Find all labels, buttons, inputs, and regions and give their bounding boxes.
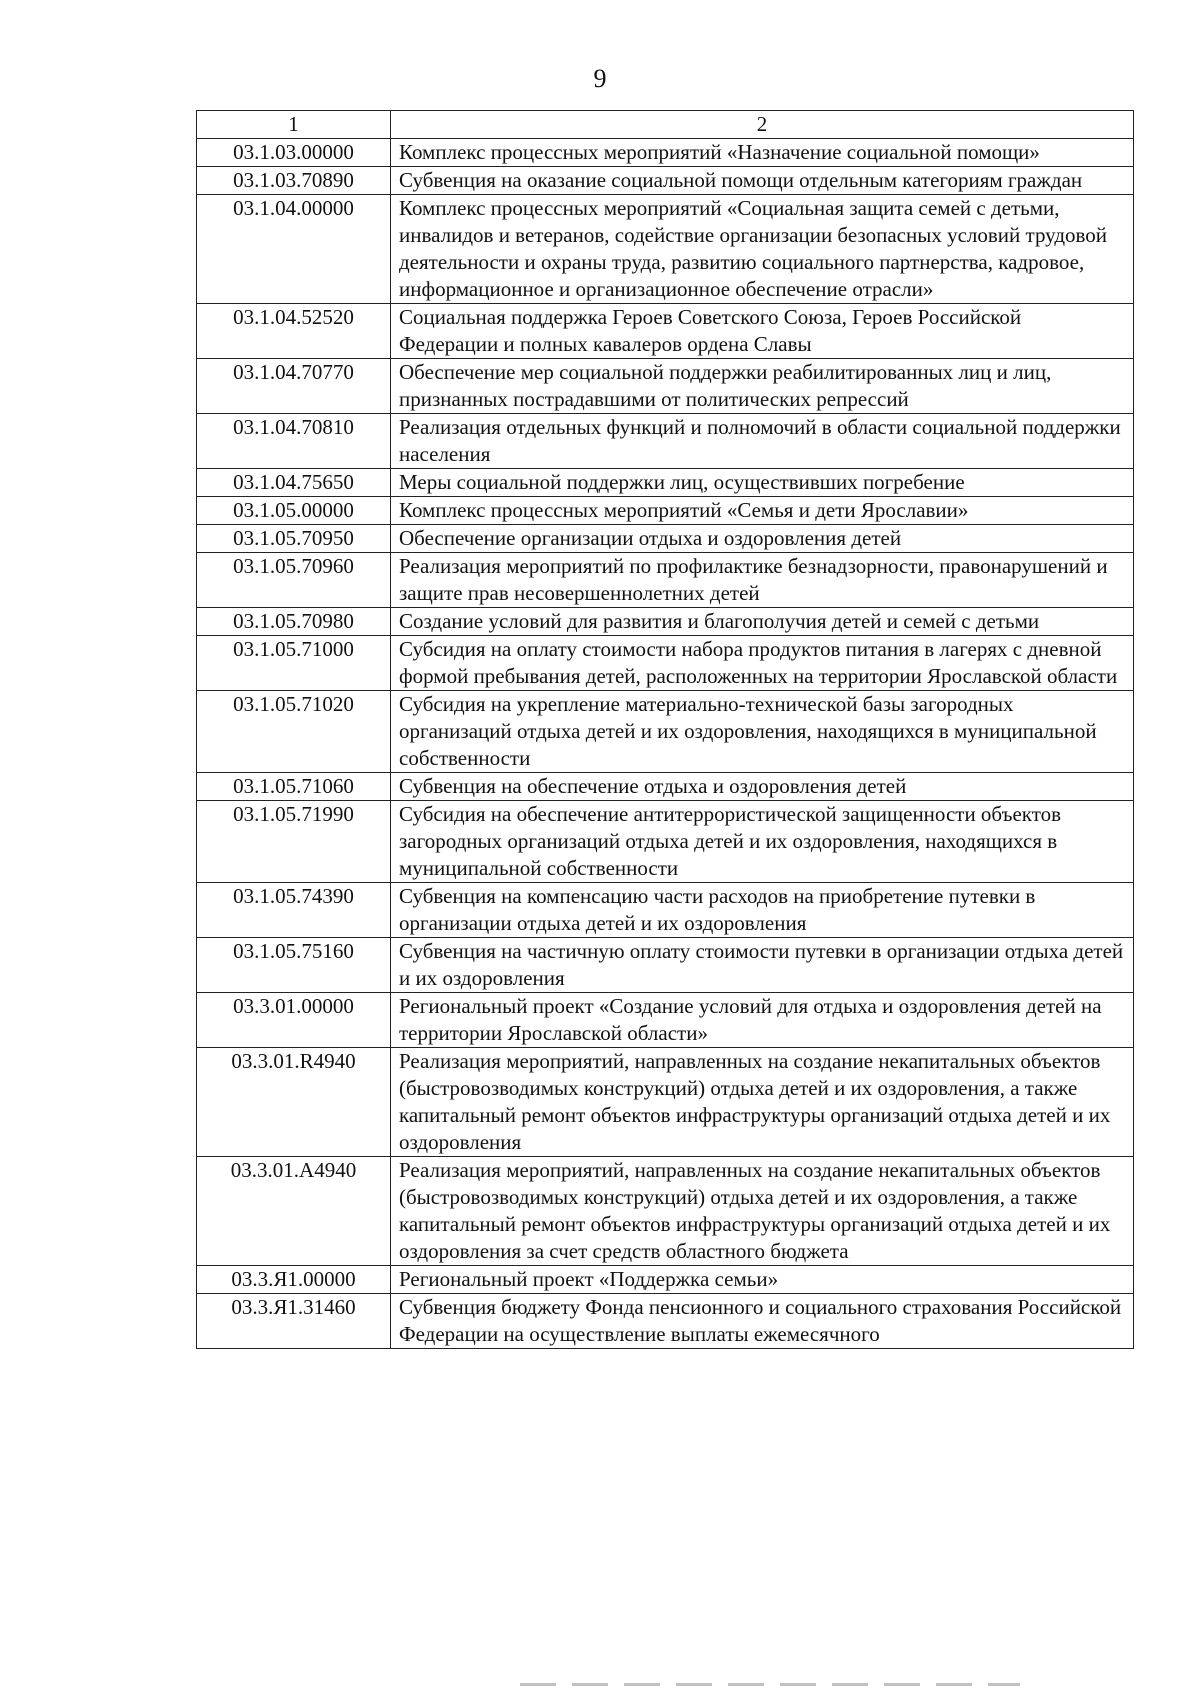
row-code: 03.1.04.75650 — [197, 469, 391, 497]
row-name: Комплекс процессных мероприятий «Социальная защита семей с детьми, инвалидов и ветеранов, содействие организации безопасных условий трудовой деятельности и охраны труда, развитию социального партнерства, кадровое, информационное и организационное обеспечение отрасли» — [391, 195, 1134, 304]
row-code: 03.1.04.00000 — [197, 195, 391, 304]
row-name: Субсидия на укрепление материально-технической базы загородных организаций отдыха детей и их оздоровления, находящихся в муниципальной собственности — [391, 691, 1134, 773]
table-row — [197, 1266, 1134, 1294]
scan-artifact — [520, 1683, 1020, 1686]
table-row — [197, 497, 1134, 525]
row-name: Региональный проект «Создание условий для отдыха и оздоровления детей на территории Ярославской области» — [391, 993, 1134, 1048]
table-row — [197, 993, 1134, 1048]
table-row — [197, 139, 1134, 167]
column-header-name: 2 — [391, 111, 1134, 139]
table-row — [197, 938, 1134, 993]
table-row — [197, 1294, 1134, 1349]
table-row — [197, 195, 1134, 304]
table-row — [197, 636, 1134, 691]
row-name: Реализация мероприятий, направленных на создание некапитальных объектов (быстровозводимых конструкций) отдыха детей и их оздоровления, а также капитальный ремонт объектов инфраструктуры организаций отдыха детей и их оздоровления за счет средств областного бюджета — [391, 1157, 1134, 1266]
table-row — [197, 167, 1134, 195]
row-name: Субвенция бюджету Фонда пенсионного и социального страхования Российской Федерации на осуществление выплаты ежемесячного — [391, 1294, 1134, 1349]
page-number: 9 — [593, 64, 607, 93]
table-row — [197, 1157, 1134, 1266]
table-row — [197, 304, 1134, 359]
row-name: Комплекс процессных мероприятий «Назначение социальной помощи» — [391, 139, 1134, 167]
row-name: Создание условий для развития и благополучия детей и семей с детьми — [391, 608, 1134, 636]
row-name: Обеспечение мер социальной поддержки реабилитированных лиц и лиц, признанных пострадавшими от политических репрессий — [391, 359, 1134, 414]
row-code: 03.1.03.70890 — [197, 167, 391, 195]
row-name: Субвенция на обеспечение отдыха и оздоровления детей — [391, 773, 1134, 801]
row-code: 03.1.04.70810 — [197, 414, 391, 469]
table-row — [197, 525, 1134, 553]
row-code: 03.1.04.70770 — [197, 359, 391, 414]
table-row — [197, 414, 1134, 469]
row-code: 03.1.05.70980 — [197, 608, 391, 636]
row-name: Комплекс процессных мероприятий «Семья и дети Ярославии» — [391, 497, 1134, 525]
row-code: 03.1.05.00000 — [197, 497, 391, 525]
table-row — [197, 1048, 1134, 1157]
row-name: Региональный проект «Поддержка семьи» — [391, 1266, 1134, 1294]
row-code: 03.1.03.00000 — [197, 139, 391, 167]
row-code: 03.1.05.71000 — [197, 636, 391, 691]
table-header-row — [197, 111, 1134, 139]
row-name: Субсидия на обеспечение антитеррористической защищенности объектов загородных организаций отдыха детей и их оздоровления, находящихся в муниципальной собственности — [391, 801, 1134, 883]
row-name: Реализация мероприятий, направленных на создание некапитальных объектов (быстровозводимых конструкций) отдыха детей и их оздоровления, а также капитальный ремонт объектов инфраструктуры организаций отдыха детей и их оздоровления — [391, 1048, 1134, 1157]
table-row — [197, 469, 1134, 497]
row-code: 03.3.Я1.00000 — [197, 1266, 391, 1294]
table-body — [197, 139, 1134, 1349]
row-code: 03.1.05.70960 — [197, 553, 391, 608]
table-row — [197, 553, 1134, 608]
row-code: 03.1.05.70950 — [197, 525, 391, 553]
row-name: Субсидия на оплату стоимости набора продуктов питания в лагерях с дневной формой пребывания детей, расположенных на территории Ярославской области — [391, 636, 1134, 691]
table-row — [197, 883, 1134, 938]
row-name: Субвенция на частичную оплату стоимости путевки в организации отдыха детей и их оздоровления — [391, 938, 1134, 993]
column-header-code: 1 — [197, 111, 391, 139]
row-code: 03.1.05.74390 — [197, 883, 391, 938]
table-row — [197, 691, 1134, 773]
row-code: 03.3.01.А4940 — [197, 1157, 391, 1266]
row-code: 03.3.01.R4940 — [197, 1048, 391, 1157]
table-row — [197, 801, 1134, 883]
table-row — [197, 359, 1134, 414]
row-code: 03.1.05.71060 — [197, 773, 391, 801]
row-name: Меры социальной поддержки лиц, осуществивших погребение — [391, 469, 1134, 497]
row-name: Реализация отдельных функций и полномочий в области социальной поддержки населения — [391, 414, 1134, 469]
row-name: Обеспечение организации отдыха и оздоровления детей — [391, 525, 1134, 553]
row-name: Субвенция на оказание социальной помощи отдельным категориям граждан — [391, 167, 1134, 195]
row-code: 03.1.04.52520 — [197, 304, 391, 359]
row-name: Социальная поддержка Героев Советского Союза, Героев Российской Федерации и полных кавалеров ордена Славы — [391, 304, 1134, 359]
row-code: 03.3.01.00000 — [197, 993, 391, 1048]
table-row — [197, 608, 1134, 636]
row-code: 03.1.05.75160 — [197, 938, 391, 993]
row-name: Субвенция на компенсацию части расходов на приобретение путевки в организации отдыха детей и их оздоровления — [391, 883, 1134, 938]
row-code: 03.1.05.71990 — [197, 801, 391, 883]
row-code: 03.1.05.71020 — [197, 691, 391, 773]
row-name: Реализация мероприятий по профилактике безнадзорности, правонарушений и защите прав несовершеннолетних детей — [391, 553, 1134, 608]
classification-table — [196, 110, 1134, 1349]
row-code: 03.3.Я1.31460 — [197, 1294, 391, 1349]
table-row — [197, 773, 1134, 801]
